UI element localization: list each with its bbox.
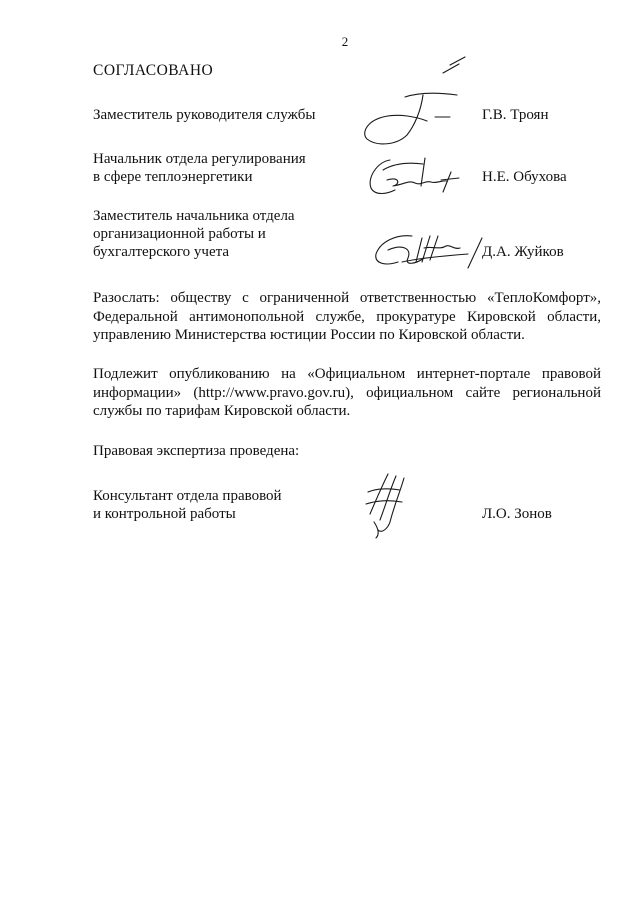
distribution-paragraph	[93, 289, 601, 345]
legal-review-name: Л.О. Зонов	[482, 506, 552, 522]
publication-paragraph	[93, 365, 601, 421]
publication-line-2: информации» (http://www.pravo.gov.ru), официальном сайте региональной	[93, 384, 601, 401]
legal-review-position-line-2: и контрольной работы	[93, 506, 236, 522]
signature-4-handwritten	[360, 470, 410, 540]
signatory-2-position-line-1: Начальник отдела регулирования	[93, 151, 306, 167]
legal-review-position-line-1: Консультант отдела правовой	[93, 488, 282, 504]
signatory-2-position-line-2: в сфере теплоэнергетики	[93, 169, 253, 185]
page-number: 2	[341, 34, 349, 49]
distribution-line-2: Федеральной антимонопольной службе, прокуратуре Кировской области,	[93, 308, 601, 325]
signatory-3-position-line-3: бухгалтерского учета	[93, 244, 230, 260]
signature-2-handwritten	[365, 150, 475, 200]
signatory-3-position-line-1: Заместитель начальника отдела	[93, 208, 295, 224]
signatory-3-name: Д.А. Жуйков	[482, 244, 564, 260]
publication-line-3: службы по тарифам Кировской области.	[93, 403, 351, 419]
signatory-3-position-line-2: организационной работы и	[93, 226, 266, 242]
distribution-line-3: управлению Министерства юстиции России по Кировской области.	[93, 327, 525, 343]
legal-review-label: Правовая экспертиза проведена:	[93, 443, 300, 459]
signatory-2-name: Н.Е. Обухова	[482, 169, 567, 185]
publication-line-1: Подлежит опубликованию на «Официальном интернет-портале правовой	[93, 366, 601, 382]
signatory-1-name: Г.В. Троян	[482, 107, 549, 123]
distribution-line-1: Разослать: обществу с ограниченной ответственностью «ТеплоКомфорт»,	[93, 290, 601, 306]
approval-heading: СОГЛАСОВАНО	[93, 62, 214, 79]
signatory-1-position: Заместитель руководителя службы	[93, 107, 316, 123]
signature-1-handwritten	[355, 55, 475, 150]
signature-3-handwritten	[372, 228, 487, 273]
